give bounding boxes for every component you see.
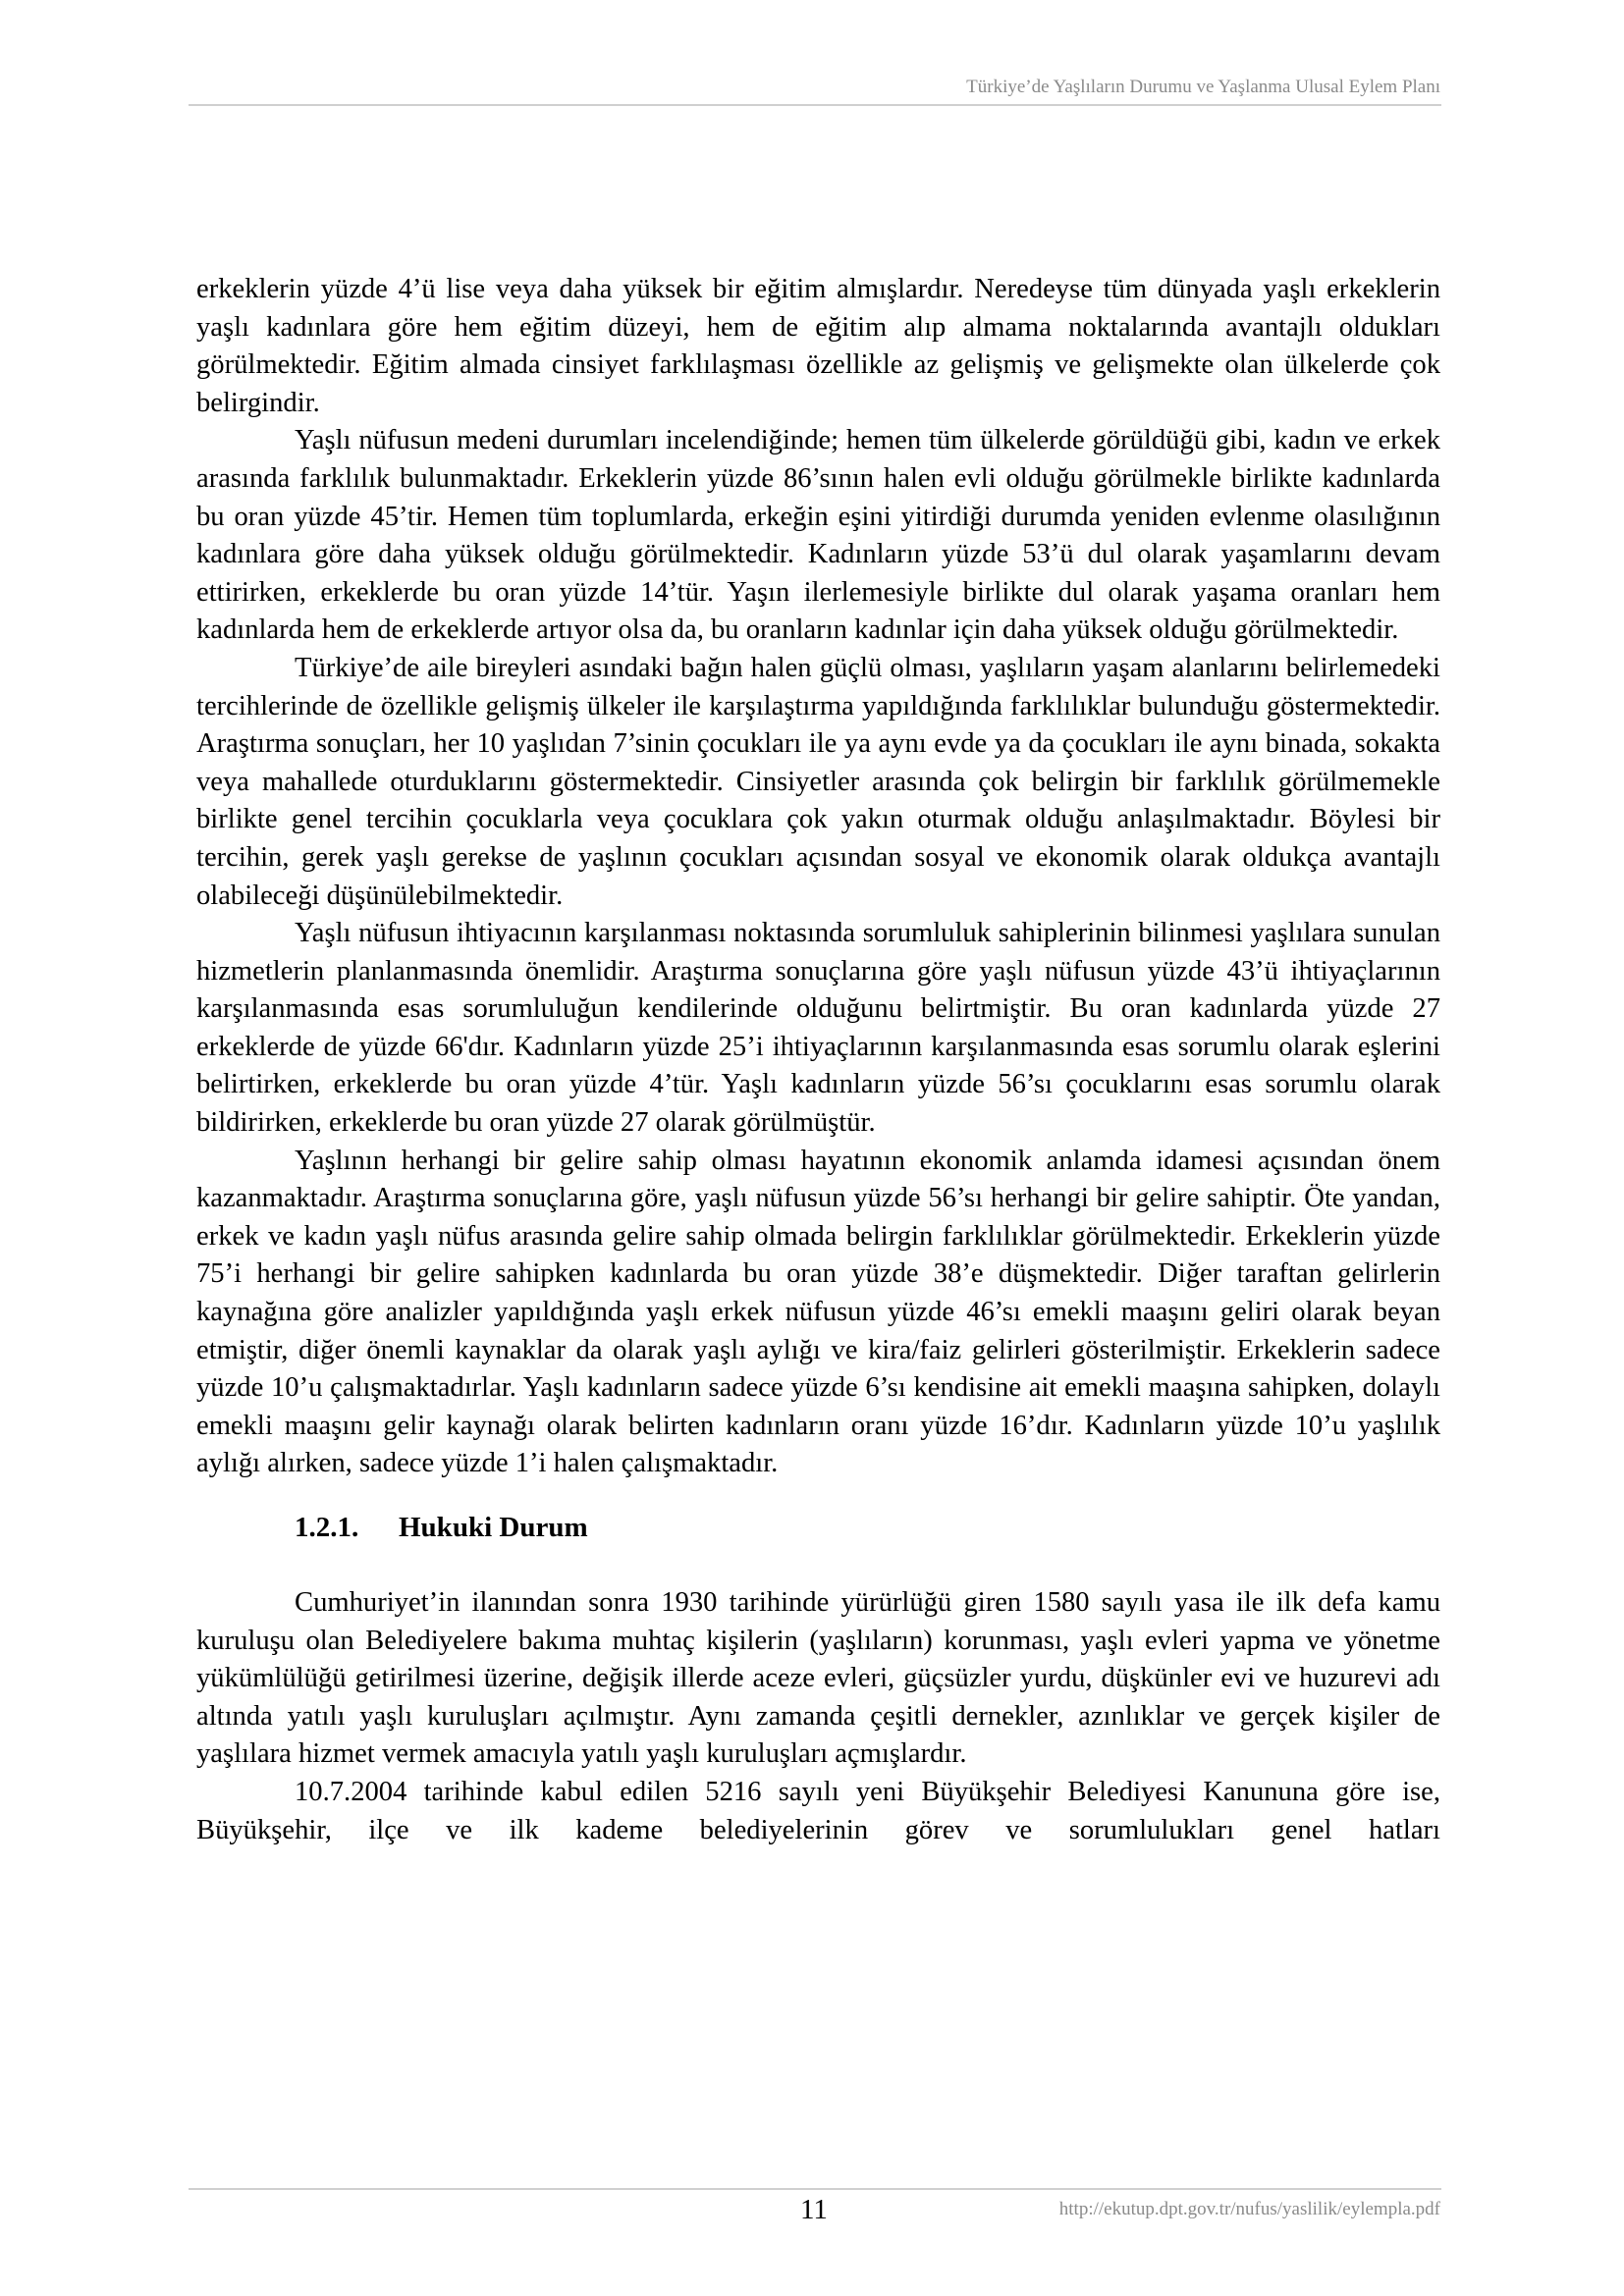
body-paragraph: Yaşlı nüfusun ihtiyacının karşılanması noktasında sorumluluk sahiplerinin bilinmesi yaşlılara sunulan hizmetlerin planlanmasında önemlidir. Araştırma sonuçlarına göre yaşlı nüfusun yüzde 43’ü ihtiyaçlarının karşılanmasında esas sorumluluğun kendilerinde olduğunu belirtmiştir. Bu oran kadınlarda yüzde 27 erkeklerde de yüzde 66'dır. Kadınların yüzde 25’i ihtiyaçlarının karşılanmasında esas sorumlu olarak eşlerini belirtirken, erkeklerde bu oran yüzde 4’tür. Yaşlı kadınların yüzde 56’sı çocuklarını esas sorumlu olarak bildirirken, erkeklerde bu oran yüzde 27 olarak görülmüştür. [196,918,1440,1139]
footer-source-url: http://ekutup.dpt.gov.tr/nufus/yaslilik/eylempla.pdf [1058,2199,1440,2219]
body-paragraph: erkeklerin yüzde 4’ü lise veya daha yüksek bir eğitim almışlardır. Neredeyse tüm dünyada yaşlı erkeklerin yaşlı kadınlara göre hem eğitim düzeyi, hem de eğitim alıp almama noktalarında avantajlı oldukları görülmektedir. Eğitim almada cinsiyet farklılaşması özellikle az gelişmiş ve gelişmekte olan ülkelerde çok belirgindir. [196,274,1440,418]
running-header-title: Türkiye’de Yaşlıların Durumu ve Yaşlanma Ulusal Eylem Planı [966,77,1440,97]
section-number: 1.2.1. [295,1512,359,1543]
page-body [196,271,1440,1849]
body-paragraph: Yaşlı nüfusun medeni durumları incelendiğinde; hemen tüm ülkelerde görüldüğü gibi, kadın ve erkek arasında farklılık bulunmaktadır. Erkeklerin yüzde 86’sının halen evli olduğu görülmekle birlikte kadınlarda bu oran yüzde 45’tir. Hemen tüm toplumlarda, erkeğin eşini yitirdiği durumda yeniden evlenme olasılığının kadınlara göre daha yüksek olduğu görülmektedir. Kadınların yüzde 53’ü dul olarak yaşamlarını devam ettirirken, erkeklerde bu oran yüzde 14’tür. Yaşın ilerlemesiyle birlikte dul olarak yaşama oranları hem kadınlarda hem de erkeklerde artıyor olsa da, bu oranların kadınlar için daha yüksek olduğu görülmektedir. [196,425,1440,646]
body-paragraph: Cumhuriyet’in ilanından sonra 1930 tarihinde yürürlüğü giren 1580 sayılı yasa ile ilk defa kamu kuruluşu olan Belediyelere bakıma muhtaç kişilerin (yaşlıların) korunması, yaşlı evleri yapma ve yönetme yükümlülüğü getirilmesi üzerine, değişik illerde aceze evleri, güçsüzler yurdu, düşkünler evi ve huzurevi adı altında yatılı yaşlı kuruluşları açılmıştır. Aynı zamanda çeşitli dernekler, azınlıklar ve gerçek kişiler de yaşlılara hizmet vermek amacıyla yatılı yaşlı kuruluşları açmışlardır. [196,1587,1440,1770]
section-heading [295,1509,1440,1546]
body-paragraph: Türkiye’de aile bireyleri asındaki bağın halen güçlü olması, yaşlıların yaşam alanlarını belirlemedeki tercihlerinde de özellikle gelişmiş ülkeler ile karşılaştırma yapıldığında farklılıklar bulunduğu göstermektedir. Araştırma sonuçları, her 10 yaşlıdan 7’sinin çocukları ile ya aynı evde ya da çocukları ile aynı binada, sokakta veya mahallede oturduklarını göstermektedir. Cinsiyetler arasında çok belirgin bir farklılık görülmemekle birlikte genel tercihin çocuklarla veya çocuklara çok yakın oturmak olduğu anlaşılmaktadır. Böylesi bir tercihin, gerek yaşlı gerekse de yaşlının çocukları açısından sosyal ve ekonomik olarak oldukça avantajlı olabileceği düşünülebilmektedir. [196,652,1440,911]
body-paragraph: Yaşlının herhangi bir gelire sahip olması hayatının ekonomik anlamda idamesi açısından önem kazanmaktadır. Araştırma sonuçlarına göre, yaşlı nüfusun yüzde 56’sı herhangi bir gelire sahiptir. Öte yandan, erkek ve kadın yaşlı nüfus arasında gelire sahip olmada belirgin farklılıklar görülmektedir. Erkeklerin yüzde 75’i herhangi bir gelire sahipken kadınlarda bu oran yüzde 38’e düşmektedir. Diğer taraftan gelirlerin kaynağına göre analizler yapıldığında yaşlı erkek nüfusun yüzde 46’sı emekli maaşını geliri olarak beyan etmiştir, diğer önemli kaynaklar da olarak yaşlı aylığı ve kira/faiz gelirleri gösterilmiştir. Erkeklerin sadece yüzde 10’u çalışmaktadırlar. Yaşlı kadınların sadece yüzde 6’sı kendisine ait emekli maaşına sahipken, dolaylı emekli maaşını gelir kaynağı olarak belirten kadınların oranı yüzde 16’dır. Kadınların yüzde 10’u yaşlılık aylığı alırken, sadece yüzde 1’i halen çalışmaktadır. [196,1145,1440,1479]
footer-divider [189,2188,1441,2190]
body-paragraph: 10.7.2004 tarihinde kabul edilen 5216 sayılı yeni Büyükşehir Belediyesi Kanununa göre ise, Büyükşehir, ilçe ve ilk kademe belediyelerinin görev ve sorumlulukları genel hatları [196,1776,1440,1845]
page-number: 11 [800,2194,828,2225]
section-title: Hukuki Durum [399,1512,588,1543]
header-divider [189,104,1441,106]
